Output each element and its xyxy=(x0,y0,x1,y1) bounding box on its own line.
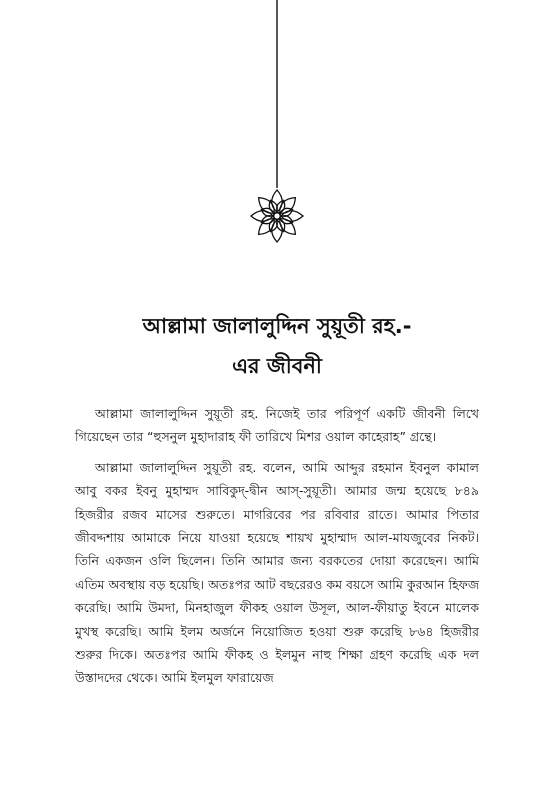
chapter-title-line-2: এর জীবনী xyxy=(232,354,322,378)
paragraph-1: আল্লামা জালালুদ্দিন সুয়ূতী রহ. নিজেই তার পরিপূর্ণ একটি জীবনী লিখে গিয়েছেন তার “হুসনুল মুহাদারাহ ফী তারিখে মিশর ওয়াল কাহেরাহ” গ্রন্থে। xyxy=(75,406,479,445)
chapter-title xyxy=(30,306,524,386)
body-text xyxy=(75,402,479,697)
flower-ornament-icon xyxy=(247,0,307,250)
paragraph-2: আল্লামা জালালুদ্দিন সুয়ূতী রহ. বলেন, আমি আব্দুর রহমান ইবনুল কামাল আবু বকর ইবনু মুহাম্মদ সাবিকুদ্-দ্বীন আস্-সুয়ূতী। আমার জন্ম হয়েছে ৮৪৯ হিজরীর রজব মাসের শুরুতে। মাগরিবের পর রবিবার রাতে। আমার পিতার জীবদ্দশায় আমাকে নিয়ে যাওয়া হয়েছে শায়খ মুহাম্মাদ আল-মাযজুবের নিকট। তিনি একজন ওলি ছিলেন। তিনি আমার জন্য বরকতের দোয়া করেছেন। আমি এতিম অবস্থায় বড় হয়েছি। অতঃপর আট বছরেরও কম বয়সে আমি কুরআন হিফজ করেছি। আমি উমদা, মিনহাজুল ফীকহ ওয়াল উসূল, আল-ফীয়াতু ইবনে মালেক মুখস্থ করেছি। আমি ইলম অর্জনে নিয়োজিত হওয়া শুরু করেছি ৮৬৪ হিজরীর শুরুর দিকে। অতঃপর আমি ফীকহ ও ইলমুন নাহু শিক্ষা গ্রহণ করেছি এক দল উস্তাদদের থেকে। আমি ইলমুল ফারায়েজ xyxy=(75,459,479,686)
chapter-title-line-1: আল্লামা জালালুদ্দিন সুয়ূতী রহ.- xyxy=(142,314,412,338)
